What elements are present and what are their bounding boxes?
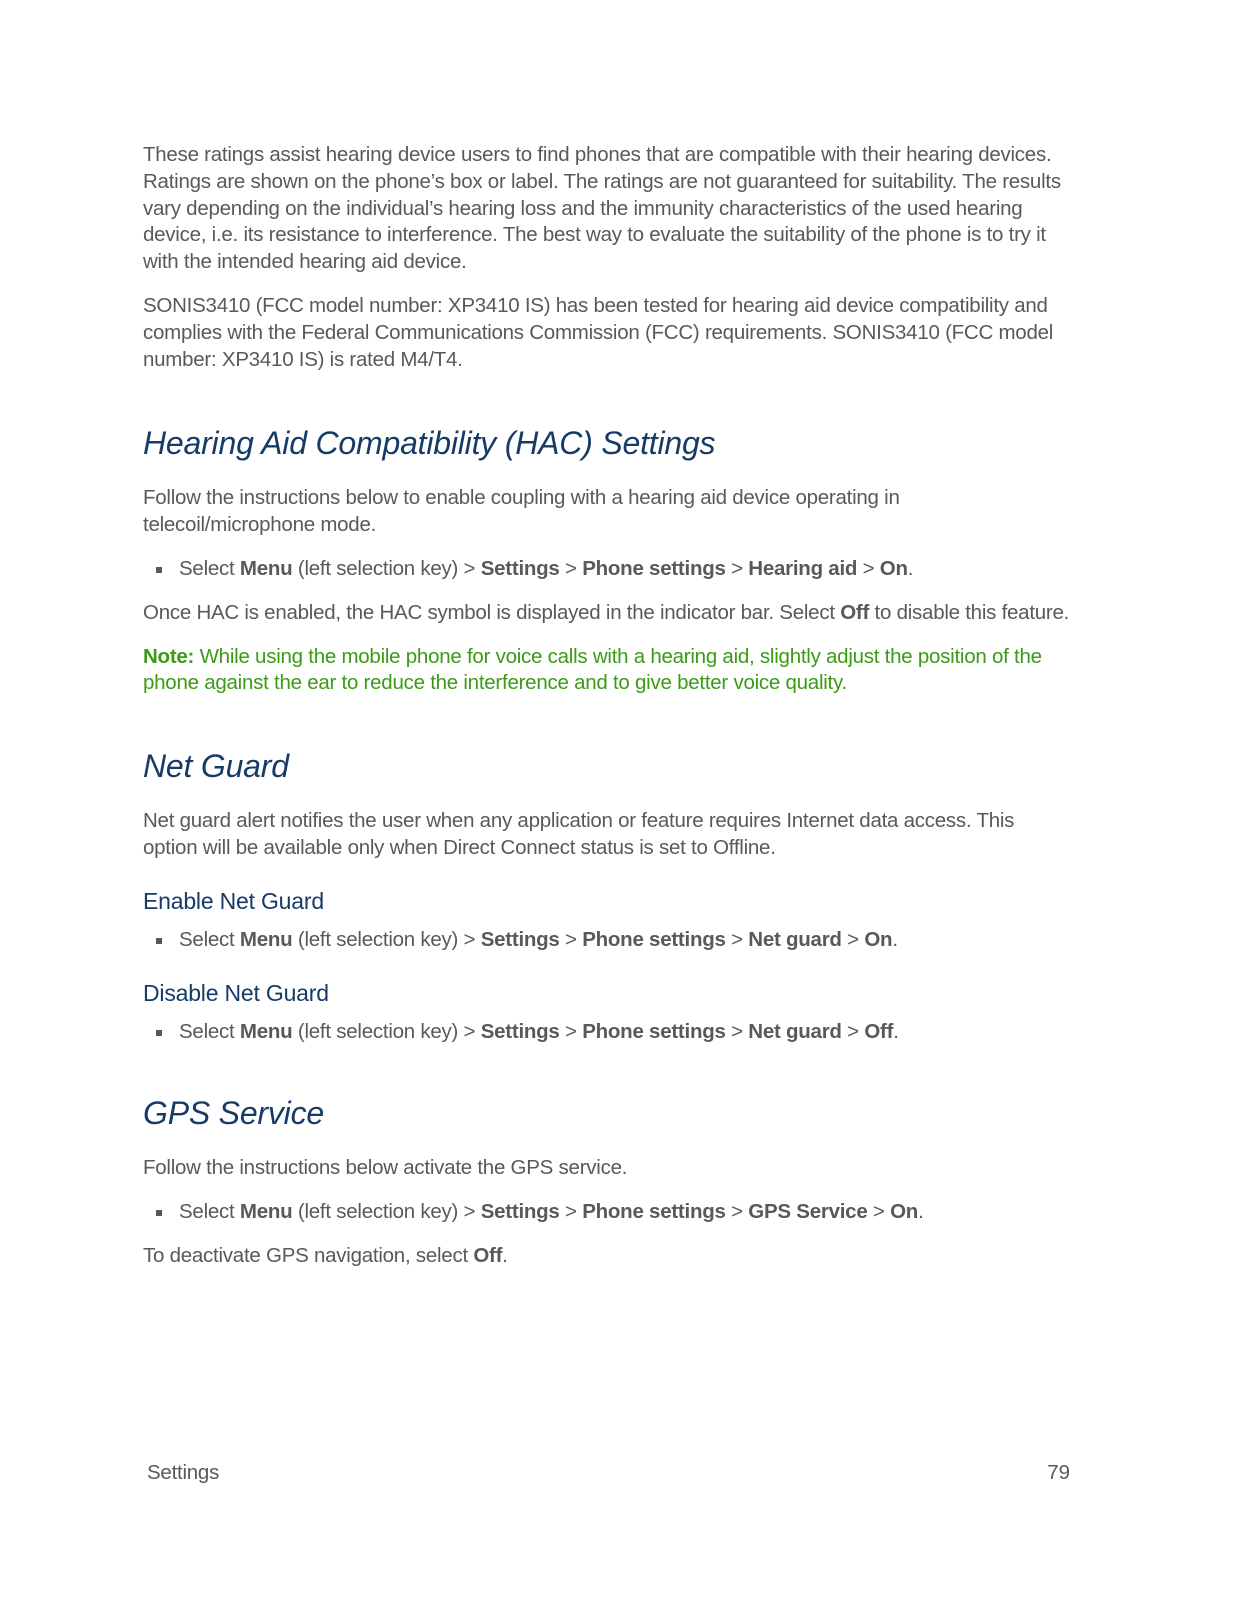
bullet-square-icon [156,567,162,573]
phone-settings-label: Phone settings [582,556,726,580]
hearing-aid-label: Hearing aid [748,556,858,580]
disable-netguard-heading: Disable Net Guard [143,979,329,1006]
settings-label: Settings [480,556,560,580]
hac-step: Select Menu (left selection key) > Settings > Phone settings > Hearing aid > On. [143,556,1073,583]
hac-on-label: On [879,556,908,580]
footer-page-number: 79 [1047,1461,1070,1484]
page-content [143,142,1073,1270]
gps-step: Select Menu (left selection key) > Settings > Phone settings > GPS Service > On. [143,1199,1073,1226]
menu-label: Menu [239,556,293,580]
hac-after: Once HAC is enabled, the HAC symbol is displayed in the indicator bar. Select Off to disable this feature. [143,600,1070,624]
hac-note: Note: While using the mobile phone for voice calls with a hearing aid, slightly adjust the position of the phone against the ear to reduce the interference and to give better voice quality. [143,644,1042,695]
netguard-heading: Net Guard [143,748,289,785]
enable-netguard-step: Select Menu (left selection key) > Settings > Phone settings > Net guard > On. [143,927,1073,954]
note-label: Note: [143,644,195,668]
intro-paragraph-ratings: These ratings assist hearing device users to find phones that are compatible with their hearing devices. Ratings are shown on the phone’s box or label. The ratings are not guaranteed for suitability. The results vary depending on the individual’s hearing loss and the immunity characteristics of the used hearing device, i.e. its resistance to interference. The best way to evaluate the suitability of the phone is to try it with the intended hearing aid device. [143,143,1061,274]
gps-deactivate: To deactivate GPS navigation, select Off. [143,1243,508,1267]
gps-intro: Follow the instructions below activate the GPS service. [143,1156,628,1180]
bullet-square-icon [156,1030,162,1036]
netguard-intro: Net guard alert notifies the user when any application or feature requires Internet data access. This option will be available only when Direct Connect status is set to Offline. [143,809,1015,859]
gps-heading: GPS Service [143,1095,324,1132]
enable-netguard-heading: Enable Net Guard [143,887,324,914]
bullet-square-icon [156,1210,162,1216]
hac-heading: Hearing Aid Compatibility (HAC) Settings [143,425,716,462]
hac-intro: Follow the instructions below to enable coupling with a hearing aid device operating in telecoil/microphone mode. [143,486,900,537]
disable-netguard-step: Select Menu (left selection key) > Settings > Phone settings > Net guard > Off. [143,1019,1073,1046]
intro-paragraph-model: SONIS3410 (FCC model number: XP3410 IS) has been tested for hearing aid device compatibility and complies with the Federal Communications Commission (FCC) requirements. SONIS3410 (FCC model number: XP3410 IS) is rated M4/T4. [143,293,1054,371]
bullet-square-icon [156,938,162,944]
footer-section-name: Settings [147,1461,220,1484]
